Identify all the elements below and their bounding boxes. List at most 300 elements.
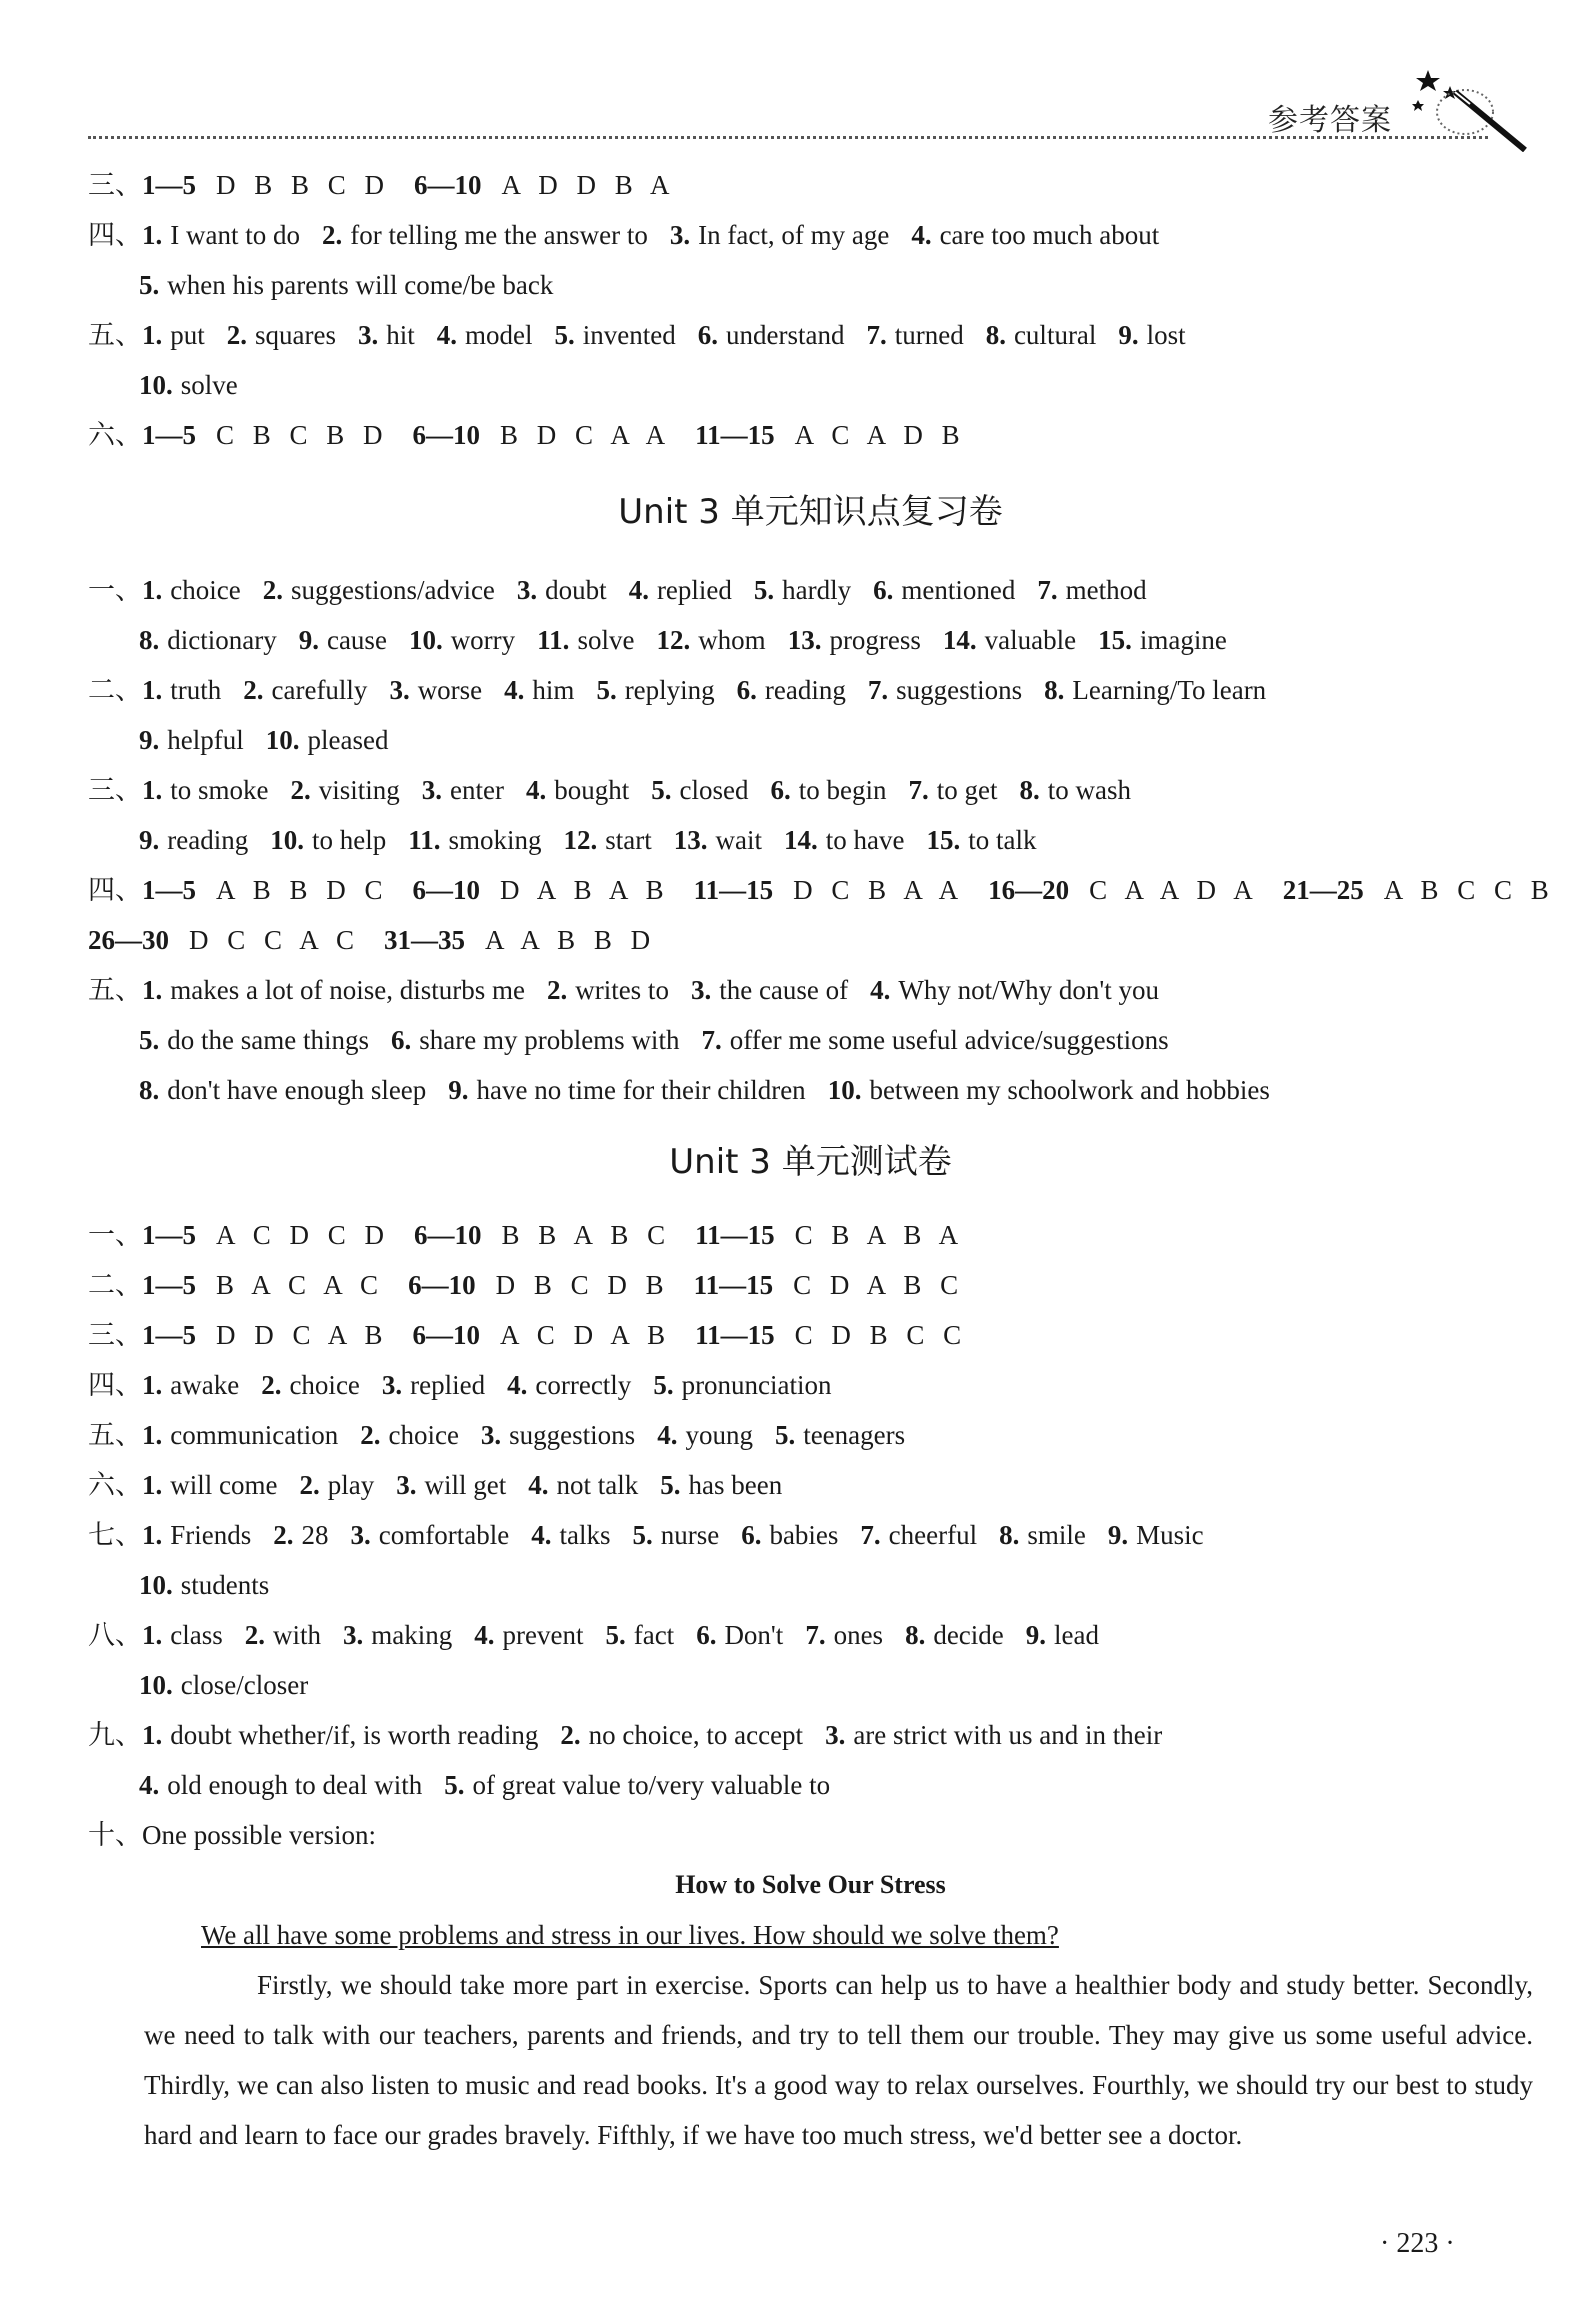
- answer-line: [88, 1460, 1533, 1510]
- part-marker: 一、: [88, 575, 142, 606]
- item-number: 11.: [537, 625, 570, 655]
- item-number: 5.: [632, 1520, 653, 1550]
- part-marker: 五、: [88, 1420, 142, 1451]
- item-number: 2.: [299, 1470, 320, 1500]
- answer-item: [660, 1470, 804, 1500]
- answer-item: [408, 825, 563, 855]
- answer-item: [1098, 625, 1249, 655]
- answer-item: [517, 575, 629, 605]
- item-number: 4.: [657, 1420, 678, 1450]
- answer-item: [531, 1520, 632, 1550]
- item-number: 13.: [673, 825, 708, 855]
- item-answer: D C B A A: [793, 875, 965, 905]
- answer-item: [911, 220, 1181, 250]
- item-answer: replying: [624, 675, 715, 705]
- answer-line: [88, 310, 1533, 360]
- answer-item: [408, 1270, 694, 1300]
- answer-line: [88, 360, 1533, 410]
- item-answer: reading: [167, 825, 249, 855]
- item-number: 10.: [408, 625, 443, 655]
- answer-item: [507, 1370, 653, 1400]
- item-answer: visiting: [318, 775, 400, 805]
- answer-item: [142, 320, 227, 350]
- answer-line: [88, 410, 1533, 460]
- answer-item: [389, 675, 504, 705]
- item-number: 15.: [1098, 625, 1132, 655]
- item-answer: writes to: [575, 975, 669, 1005]
- item-number: 31—35: [384, 925, 466, 955]
- answer-item: [142, 1320, 413, 1350]
- answer-item: [414, 1220, 695, 1250]
- item-number: 8.: [1044, 675, 1065, 705]
- answer-item: [828, 1075, 1292, 1105]
- answer-item: [139, 1570, 291, 1600]
- item-number: 2.: [290, 775, 311, 805]
- item-number: 3.: [669, 220, 691, 250]
- item-number: 8.: [1019, 775, 1040, 805]
- answer-line: [88, 1310, 1533, 1360]
- item-number: 5.: [753, 575, 775, 605]
- answer-item: [139, 370, 260, 400]
- item-number: 7.: [867, 675, 889, 705]
- answer-item: [291, 775, 422, 805]
- item-answer: cultural: [1013, 320, 1097, 350]
- item-number: 4.: [528, 1470, 549, 1500]
- item-answer: pronunciation: [681, 1370, 832, 1400]
- item-answer: squares: [255, 320, 336, 350]
- item-answer: solve: [577, 625, 635, 655]
- item-answer: makes a lot of noise, disturbs me: [170, 975, 525, 1005]
- answer-item: [696, 1620, 805, 1650]
- item-number: 9.: [1025, 1620, 1047, 1650]
- item-answer: A B B D C: [216, 875, 389, 905]
- answer-item: [142, 975, 547, 1005]
- item-number: 1.: [142, 220, 163, 250]
- answer-item: [629, 575, 754, 605]
- answer-item: [142, 1270, 408, 1300]
- answer-item: [322, 220, 670, 250]
- answer-item: [873, 575, 1037, 605]
- answer-item: [396, 1470, 528, 1500]
- item-number: 12.: [563, 825, 598, 855]
- answer-line: [88, 260, 1533, 310]
- part-marker: 三、: [88, 1320, 142, 1351]
- item-answer: replied: [410, 1370, 486, 1400]
- item-answer: lead: [1054, 1620, 1099, 1650]
- item-answer: valuable: [984, 625, 1077, 655]
- item-answer: to get: [936, 775, 998, 805]
- part-marker: 五、: [88, 975, 142, 1006]
- answer-item: [142, 420, 413, 450]
- item-answer: understand: [726, 320, 845, 350]
- item-answer: worse: [417, 675, 483, 705]
- item-number: 3.: [358, 320, 379, 350]
- item-number: 8.: [905, 1620, 926, 1650]
- answer-item: [754, 575, 873, 605]
- item-number: 10.: [265, 725, 300, 755]
- item-number: 11.: [408, 825, 441, 855]
- item-number: 2.: [261, 1370, 282, 1400]
- item-answer: A C A D B: [794, 420, 966, 450]
- item-answer: A A B B D: [485, 925, 657, 955]
- part-marker: 四、: [88, 220, 142, 251]
- item-number: 7.: [701, 1025, 722, 1055]
- item-answer: A B C C B: [1383, 875, 1555, 905]
- answer-item: [596, 675, 736, 705]
- essay-first-line-text: We all have some problems and stress in our lives. How should we solve them?: [201, 1920, 1059, 1950]
- answer-line: [88, 1710, 1533, 1760]
- item-number: 6.: [697, 320, 718, 350]
- answer-line: [88, 1660, 1533, 1710]
- item-number: 3.: [350, 1520, 371, 1550]
- answer-item: [444, 1770, 852, 1800]
- item-answer: of great value to/very valuable to: [472, 1770, 831, 1800]
- item-number: 1.: [142, 575, 163, 605]
- item-answer: talks: [559, 1520, 611, 1550]
- answer-item: [825, 1720, 1184, 1750]
- item-answer: play: [327, 1470, 375, 1500]
- answer-item: [908, 775, 1019, 805]
- item-number: 6—10: [412, 875, 481, 905]
- answer-line: [88, 765, 1533, 815]
- item-number: 5.: [653, 1370, 674, 1400]
- answer-item: [142, 875, 413, 905]
- part-marker: 三、: [88, 170, 142, 201]
- item-number: 5.: [139, 270, 160, 300]
- answer-item: [701, 1025, 1190, 1055]
- answer-item: [805, 1620, 905, 1650]
- item-number: 11—15: [693, 875, 774, 905]
- answer-item: [142, 220, 322, 250]
- item-answer: enter: [450, 775, 504, 805]
- item-answer: to talk: [968, 825, 1037, 855]
- item-answer: reading: [764, 675, 846, 705]
- item-number: 6—10: [408, 1270, 476, 1300]
- item-number: 5.: [651, 775, 672, 805]
- item-number: 3.: [421, 775, 443, 805]
- item-answer: will come: [170, 1470, 278, 1500]
- answer-line: [88, 210, 1533, 260]
- item-number: 6.: [741, 1520, 762, 1550]
- answer-item: [1019, 775, 1153, 805]
- item-answer: prevent: [502, 1620, 584, 1650]
- item-number: 3.: [381, 1370, 403, 1400]
- answer-item: [866, 320, 985, 350]
- item-number: 5.: [139, 1025, 160, 1055]
- item-answer: not talk: [556, 1470, 639, 1500]
- item-answer: lost: [1146, 320, 1186, 350]
- answer-line: [88, 865, 1555, 915]
- answer-line: [88, 965, 1533, 1015]
- item-number: 3.: [516, 575, 538, 605]
- item-answer: worry: [450, 625, 516, 655]
- part-marker: 十、: [88, 1820, 142, 1851]
- answer-item: [261, 1370, 382, 1400]
- item-answer: with: [272, 1620, 321, 1650]
- essay-body: Firstly, we should take more part in exercise. Sports can help us to have a healthier body and study better. Secondly, we need to talk with our teachers, parents and friends, and try to tell them our trouble. They may give us some useful advice. Thirdly, we can also listen to music and read books. It's a good way to relax ourselves. Fourthly, we should try our best to study hard and learn to face our grades bravely. Fifthly, if we have too much stress, we'd better see a doctor.: [144, 1970, 1533, 2150]
- item-number: 1.: [142, 1620, 163, 1650]
- answer-item: [651, 775, 770, 805]
- answer-item: [986, 320, 1119, 350]
- item-answer: choice: [289, 1370, 360, 1400]
- item-number: 3.: [396, 1470, 417, 1500]
- item-number: 4.: [911, 220, 932, 250]
- item-number: 6.: [696, 1620, 717, 1650]
- answer-line: [88, 1760, 1533, 1810]
- item-number: 2.: [321, 220, 343, 250]
- item-answer: Learning/To learn: [1072, 675, 1267, 705]
- part-marker: 四、: [88, 875, 142, 906]
- item-answer: B A C A C: [216, 1270, 385, 1300]
- answer-item: [770, 775, 908, 805]
- item-answer: put: [170, 320, 205, 350]
- answer-item: [698, 320, 867, 350]
- section-title-review: Unit 3 单元知识点复习卷: [618, 492, 1003, 532]
- answer-item: [139, 1075, 448, 1105]
- item-answer: share my problems with: [419, 1025, 680, 1055]
- answer-item: [691, 975, 870, 1005]
- answer-item: [1026, 1620, 1121, 1650]
- item-answer: D B B C D: [216, 170, 391, 200]
- item-answer: comfortable: [378, 1520, 510, 1550]
- item-number: 4.: [870, 975, 891, 1005]
- answer-item: [605, 1620, 696, 1650]
- answer-item: [142, 1420, 360, 1450]
- item-answer: whom: [698, 625, 766, 655]
- item-answer: are strict with us and in their: [853, 1720, 1163, 1750]
- answer-item: [870, 975, 1181, 1005]
- item-answer: doubt: [545, 575, 607, 605]
- part-marker: 三、: [88, 775, 142, 806]
- answer-item: [926, 825, 1058, 855]
- part-marker: 六、: [88, 420, 142, 451]
- answer-item: [481, 1420, 657, 1450]
- part-marker: 五、: [88, 320, 142, 351]
- item-answer: mentioned: [901, 575, 1016, 605]
- answer-item: [999, 1520, 1108, 1550]
- item-number: 9.: [139, 725, 160, 755]
- answer-item: [142, 1370, 261, 1400]
- item-number: 8.: [139, 1075, 160, 1105]
- item-answer: method: [1065, 575, 1147, 605]
- item-answer: wait: [715, 825, 762, 855]
- item-answer: choice: [170, 575, 241, 605]
- item-number: 15.: [926, 825, 961, 855]
- item-answer: model: [465, 320, 533, 350]
- part-marker: 六、: [88, 1470, 142, 1501]
- item-number: 12.: [656, 625, 691, 655]
- answer-line: [88, 1610, 1533, 1660]
- answer-item: [547, 975, 691, 1005]
- item-answer: don't have enough sleep: [167, 1075, 427, 1105]
- answer-line: [88, 915, 1533, 965]
- item-answer: smoking: [448, 825, 542, 855]
- item-answer: class: [170, 1620, 223, 1650]
- item-number: 3.: [343, 1620, 364, 1650]
- answer-item: [270, 825, 408, 855]
- item-number: 6.: [770, 775, 791, 805]
- answer-item: [414, 170, 700, 200]
- answer-item: [142, 575, 263, 605]
- answer-line: [88, 1065, 1533, 1115]
- answer-item: [1108, 1520, 1226, 1550]
- answer-item: [139, 1770, 444, 1800]
- item-answer: D A B A B: [500, 875, 670, 905]
- item-answer: Music: [1136, 1520, 1204, 1550]
- item-answer: progress: [829, 625, 921, 655]
- item-number: 6.: [873, 575, 894, 605]
- answer-item: [382, 1370, 507, 1400]
- answer-item: [266, 725, 411, 755]
- item-answer: start: [605, 825, 652, 855]
- item-number: 9.: [448, 1075, 469, 1105]
- item-answer: dictionary: [167, 625, 277, 655]
- answer-item: [142, 1220, 414, 1250]
- top-answer-block: [88, 160, 1533, 460]
- item-number: 3.: [825, 1720, 846, 1750]
- essay-first-line: [88, 1910, 1533, 1960]
- item-answer: Don't: [724, 1620, 784, 1650]
- item-number: 11—15: [693, 1270, 774, 1300]
- item-answer: for telling me the answer to: [350, 220, 648, 250]
- item-number: 10.: [139, 1670, 173, 1700]
- item-answer: cause: [326, 625, 387, 655]
- item-answer: C D A B C: [793, 1270, 965, 1300]
- item-number: 4.: [474, 1620, 495, 1650]
- item-answer: C D B C C: [794, 1320, 968, 1350]
- item-number: 9.: [298, 625, 319, 655]
- section-title-test: Unit 3 单元测试卷: [669, 1142, 952, 1182]
- item-number: 7.: [866, 320, 887, 350]
- answer-item: [504, 675, 596, 705]
- answer-item: [243, 675, 389, 705]
- item-answer: hardly: [782, 575, 852, 605]
- item-number: 4.: [504, 675, 525, 705]
- answer-item: [741, 1520, 860, 1550]
- item-number: 4.: [525, 775, 547, 805]
- item-answer: when his parents will come/be back: [167, 270, 554, 300]
- answer-item: [139, 1025, 391, 1055]
- item-answer: have no time for their children: [476, 1075, 806, 1105]
- answer-item: [88, 925, 384, 955]
- item-number: 2.: [546, 975, 568, 1005]
- item-number: 9.: [139, 825, 160, 855]
- answer-line: [88, 565, 1533, 615]
- answer-item: [343, 1620, 474, 1650]
- item-answer: students: [180, 1570, 270, 1600]
- item-number: 1—5: [142, 1320, 196, 1350]
- item-answer: the cause of: [719, 975, 849, 1005]
- answer-line: [88, 1210, 1533, 1260]
- item-number: 6—10: [412, 1320, 481, 1350]
- item-answer: Friends: [170, 1520, 252, 1550]
- answer-item: [1044, 675, 1288, 705]
- answer-item: [422, 775, 526, 805]
- item-number: 1.: [142, 320, 163, 350]
- item-number: 14.: [942, 625, 977, 655]
- essay-title: How to Solve Our Stress: [675, 1870, 946, 1899]
- item-number: 1—5: [142, 170, 196, 200]
- item-number: 7.: [805, 1620, 826, 1650]
- part-marker: 四、: [88, 1370, 142, 1401]
- review-answer-block: [88, 565, 1555, 1115]
- item-number: 3.: [389, 675, 410, 705]
- item-answer: offer me some useful advice/suggestions: [729, 1025, 1169, 1055]
- item-number: 5.: [444, 1770, 465, 1800]
- item-answer: D C C A C: [189, 925, 361, 955]
- item-number: 1.: [142, 1720, 163, 1750]
- answer-item: [860, 1520, 999, 1550]
- item-answer: A D D B A: [501, 170, 676, 200]
- item-answer: choice: [388, 1420, 459, 1450]
- item-answer: 28: [301, 1520, 329, 1550]
- item-answer: to help: [311, 825, 387, 855]
- answer-line: [88, 1360, 1533, 1410]
- answer-item: [142, 675, 243, 705]
- item-number: 10.: [827, 1075, 862, 1105]
- item-answer: babies: [769, 1520, 839, 1550]
- answer-item: [737, 675, 868, 705]
- item-answer: between my schoolwork and hobbies: [869, 1075, 1270, 1105]
- answer-item: [263, 575, 517, 605]
- answer-item: [142, 1820, 376, 1850]
- item-answer: Why not/Why don't you: [898, 975, 1159, 1005]
- item-answer: to smoke: [170, 775, 269, 805]
- answer-item: [299, 1470, 396, 1500]
- answer-item: [142, 170, 414, 200]
- answer-item: [142, 1520, 273, 1550]
- answer-item: [142, 1720, 560, 1750]
- item-answer: no choice, to accept: [588, 1720, 804, 1750]
- answer-item: [227, 320, 358, 350]
- item-number: 3.: [480, 1420, 502, 1450]
- item-answer: communication: [170, 1420, 339, 1450]
- item-answer: fact: [633, 1620, 675, 1650]
- item-number: 1.: [142, 775, 163, 805]
- item-answer: will get: [424, 1470, 507, 1500]
- answer-item: [694, 1270, 989, 1300]
- item-number: 10.: [139, 1570, 173, 1600]
- item-number: 4.: [628, 575, 649, 605]
- answer-item: [139, 725, 266, 755]
- answer-line: [88, 1410, 1533, 1460]
- item-number: 2.: [243, 675, 264, 705]
- item-number: 7.: [908, 775, 929, 805]
- item-answer: invented: [582, 320, 676, 350]
- item-answer: old enough to deal with: [167, 1770, 423, 1800]
- answer-item: [560, 1720, 825, 1750]
- item-answer: pleased: [307, 725, 389, 755]
- item-answer: has been: [688, 1470, 783, 1500]
- answer-item: [674, 825, 784, 855]
- item-answer: smile: [1027, 1520, 1086, 1550]
- answer-item: [474, 1620, 605, 1650]
- part-marker: 九、: [88, 1720, 142, 1751]
- item-number: 4.: [531, 1520, 552, 1550]
- item-number: 5.: [605, 1620, 626, 1650]
- item-answer: closed: [679, 775, 749, 805]
- item-answer: B D C A A: [500, 420, 672, 450]
- item-number: 21—25: [1282, 875, 1364, 905]
- part-marker: 二、: [88, 1270, 142, 1301]
- item-answer: D B C D B: [495, 1270, 670, 1300]
- item-answer: to wash: [1047, 775, 1131, 805]
- answer-item: [413, 875, 694, 905]
- answer-item: [1037, 575, 1168, 605]
- answer-item: [1283, 875, 1569, 905]
- answer-item: [360, 1420, 481, 1450]
- item-answer: turned: [894, 320, 964, 350]
